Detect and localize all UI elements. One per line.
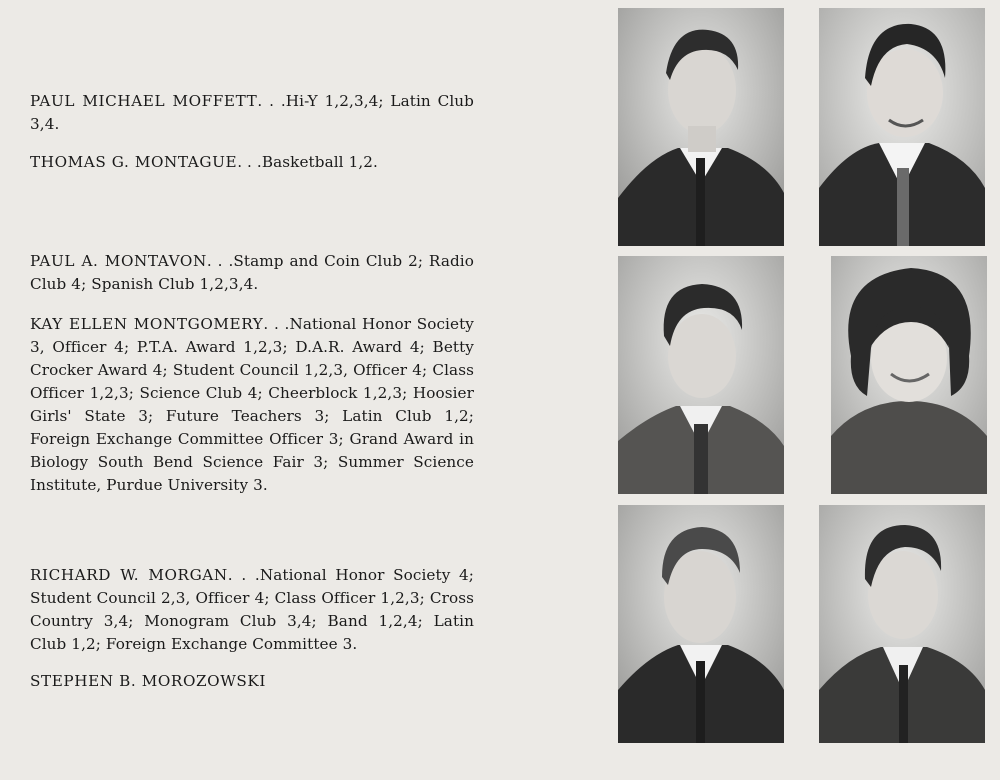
separator: . . .: [227, 566, 260, 584]
senior-entry-morozowski: [30, 670, 474, 693]
student-name: RICHARD W. MORGAN: [30, 566, 228, 584]
portrait-icon: [618, 8, 784, 246]
student-name: PAUL A. MONTAVON: [30, 252, 207, 270]
senior-entry-montavon: [30, 250, 474, 296]
student-name: THOMAS G. MONTAGUE: [30, 153, 238, 171]
separator: . . .: [257, 92, 286, 110]
student-activities: Hi-Y 1,2,3,4; Latin Club 3,4.: [30, 92, 474, 133]
student-name: STEPHEN B. MOROZOWSKI: [30, 672, 266, 690]
senior-entry-moffett: [30, 90, 474, 136]
portrait-icon: [819, 505, 985, 743]
portrait-photo-moffett: [618, 8, 784, 246]
student-name: KAY ELLEN MONTGOMERY: [30, 315, 264, 333]
portrait-icon: [618, 505, 784, 743]
portrait-photo-montague: [819, 8, 985, 246]
portrait-photo-montgomery: [831, 256, 987, 494]
portrait-icon: [831, 256, 987, 494]
student-activities: Basketball 1,2.: [261, 153, 378, 171]
senior-entry-montgomery: [30, 313, 474, 497]
separator: . . .: [206, 252, 234, 270]
separator: . . .: [263, 315, 290, 333]
portrait-photo-morgan: [618, 505, 784, 743]
separator: . . .: [237, 153, 262, 171]
portrait-icon: [819, 8, 985, 246]
portrait-photo-morozowski: [819, 505, 985, 743]
portrait-icon: [618, 256, 784, 494]
student-name: PAUL MICHAEL MOFFETT: [30, 92, 258, 110]
senior-entry-morgan: [30, 564, 474, 656]
student-activities: National Honor Society 3, Officer 4; P.T.A. Award 1,2,3; D.A.R. Award 4; Betty Crocker Award 4; Student Council 1,2,3, Officer 4; Class Officer 1,2,3; Science Club 4; Cheerblock 1,2,3; Hoosier Girls' State 3; Future Teachers 3; Latin Club 1,2; Foreign Exchange Committee Officer 3; Grand Award in Biology South Bend Science Fair 3; Summer Science Institute, Purdue University 3.: [30, 315, 474, 494]
student-activities: Stamp and Coin Club 2; Radio Club 4; Spanish Club 1,2,3,4.: [30, 252, 474, 293]
senior-entry-montague: [30, 151, 474, 174]
portrait-photo-montavon: [618, 256, 784, 494]
student-activities: National Honor Society 4; Student Council 2,3, Officer 4; Class Officer 1,2,3; Cross Country 3,4; Monogram Club 3,4; Band 1,2,4; Latin Club 1,2; Foreign Exchange Committee 3.: [30, 566, 475, 653]
